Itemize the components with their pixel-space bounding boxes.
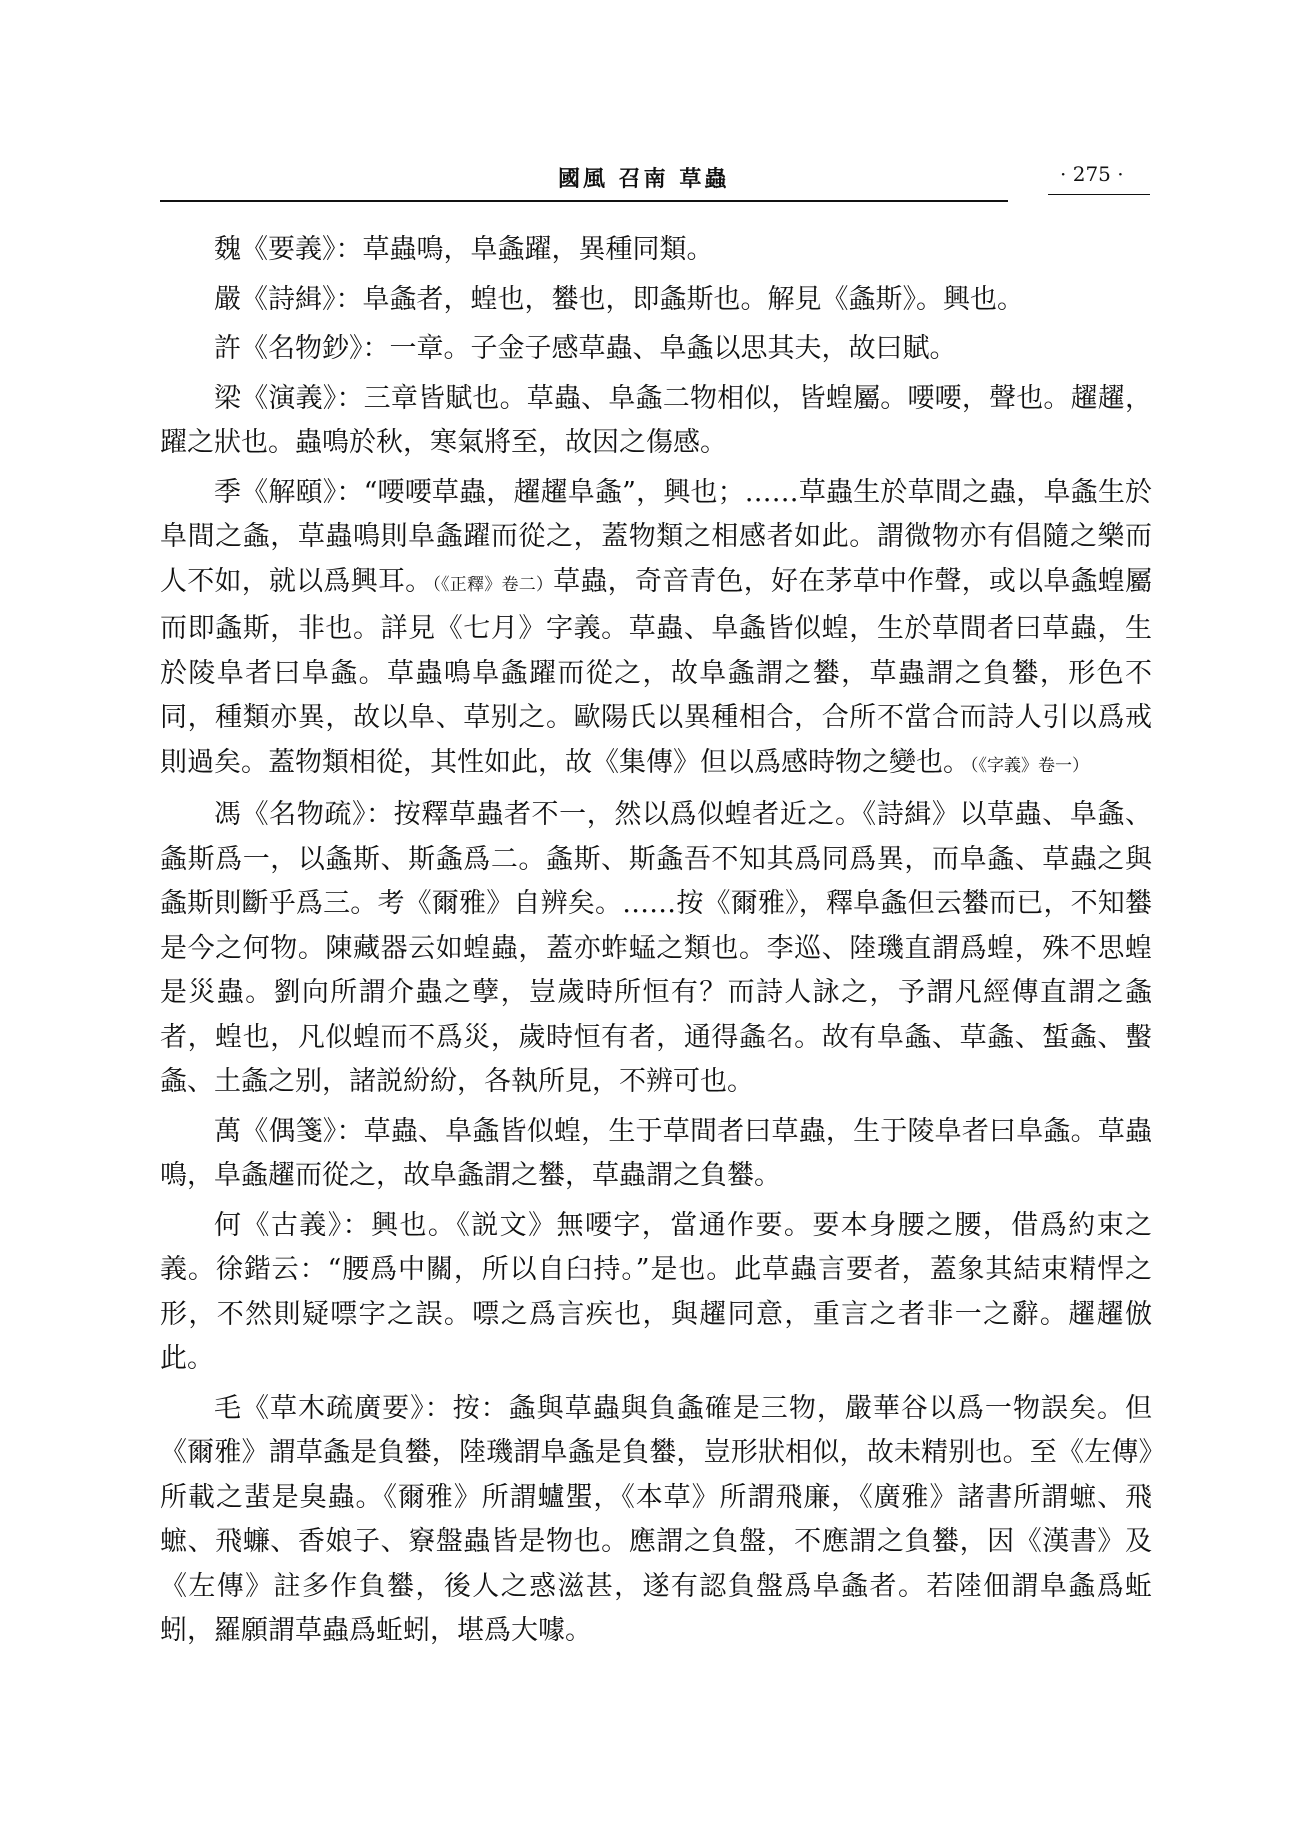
paragraph-text: 何《古義》：興也。《説文》無喓字，當通作要。要本身腰之腰，借爲約束之義。徐鍇云：“腰爲中關，所以自臼持。”是也。此草蟲言要者，蓋象其結束精悍之形，不然則疑嘌字之誤。嘌之爲言疾也，與趯同意，重言之者非一之辭。趯趯倣此。	[160, 1209, 1152, 1374]
paragraph-feng	[160, 793, 1152, 1105]
paragraph-ji	[160, 471, 1152, 789]
paragraph-wan	[160, 1110, 1152, 1199]
paragraph-text: 梁《演義》：三章皆賦也。草蟲、阜螽二物相似，皆蝗屬。喓喓，聲也。趯趯，躍之狀也。蟲鳴於秋，寒氣將至，故因之傷感。	[160, 382, 1152, 458]
paragraph-text: 魏《要義》：草蟲鳴，阜螽躍，異種同類。	[214, 234, 714, 265]
source-note: （《字義》卷一）	[970, 755, 1089, 776]
commentary-text	[160, 228, 1152, 1659]
paragraph-yan	[160, 278, 1152, 323]
paragraph-wei	[160, 228, 1152, 273]
paragraph-liang	[160, 377, 1152, 466]
page-number: · 275 ·	[1060, 162, 1124, 186]
header-rule	[160, 200, 1008, 202]
header-rule-right	[1048, 194, 1150, 195]
paragraph-he	[160, 1204, 1152, 1382]
paragraph-text: 許《名物鈔》：一章。子金子感草蟲、阜螽以思其夫，故曰賦。	[214, 333, 957, 364]
paragraph-text: 萬《偶箋》：草蟲、阜螽皆似蝗，生于草間者曰草蟲，生于陵阜者曰阜螽。草蟲鳴，阜螽趯而從之，故阜螽謂之蠜，草蟲謂之負蠜。	[160, 1115, 1152, 1191]
source-note: （《正釋》卷二）	[432, 574, 554, 595]
paragraph-text: 草蟲，奇音青色，好在茅草中作聲，或以阜螽蝗屬而即螽斯，非也。詳見《七月》字義。草蟲、阜螽皆似蝗，生於草間者曰草蟲，生於陵阜者曰阜螽。草蟲鳴阜螽躍而從之，故阜螽謂之蠜，草蟲謂之負蠜，形色不同，種類亦異，故以阜、草别之。歐陽氏以異種相合，合所不當合而詩人引以爲戒則過矣。蓋物類相從，其性如此，故《集傳》但以爲感時物之變也。	[160, 565, 1153, 778]
running-header	[160, 148, 1150, 192]
paragraph-text: 嚴《詩緝》：阜螽者，蝗也，蠜也，即螽斯也。解見《螽斯》。興也。	[214, 283, 1024, 315]
paragraph-text: 毛《草木疏廣要》：按：螽與草蟲與負螽確是三物，嚴華谷以爲一物誤矣。但《爾雅》謂草螽是負蠜，陸璣謂阜螽是負蠜，豈形狀相似，故未精别也。至《左傳》所載之蜚是臭蟲。《爾雅》所謂蠦蜰，《本草》所謂飛廉，《廣雅》諸書所謂蟅、飛蟅、飛蠊、香娘子、竂盤蟲皆是物也。應謂之負盤，不應謂之負蠜，因《漢書》及《左傳》註多作負蠜，後人之惑滋甚，遂有認負盤爲阜螽者。若陸佃謂阜螽爲蚯蚓，羅願謂草蟲爲蚯蚓，堪爲大噱。	[160, 1392, 1152, 1646]
paragraph-text: 季《解頤》：“喓喓草蟲，趯趯阜螽”，興也；……草蟲生於草間之蟲，阜螽生於阜間之螽，草蟲鳴則阜螽躍而從之，蓋物類之相感者如此。謂微物亦有倡隨之樂而人不如，就以爲興耳。	[160, 476, 1152, 597]
paragraph-mao	[160, 1387, 1152, 1654]
paragraph-text: 馮《名物疏》：按釋草蟲者不一，然以爲似蝗者近之。《詩緝》以草蟲、阜螽、螽斯爲一，以螽斯、斯螽爲二。螽斯、斯螽吾不知其爲同爲異，而阜螽、草蟲之與螽斯則斷乎爲三。考《爾雅》自辨矣。……按《爾雅》，釋阜螽但云蠜而已，不知蠜是今之何物。陳藏器云如蝗蟲，蓋亦蚱蜢之類也。李巡、陸璣直謂爲蝗，殊不思蝗是災蟲。劉向所謂介蟲之孽，豈歲時所恒有？而詩人詠之，予謂凡經傳直謂之螽者，蝗也，凡似蝗而不爲災，歲時恒有者，通得螽名。故有阜螽、草螽、蜤螽、蟿螽、土螽之别，諸説紛紛，各執所見，不辨可也。	[160, 799, 1152, 1097]
paragraph-xu	[160, 327, 1152, 372]
header-title: 國風 召南 草蟲	[558, 166, 730, 192]
